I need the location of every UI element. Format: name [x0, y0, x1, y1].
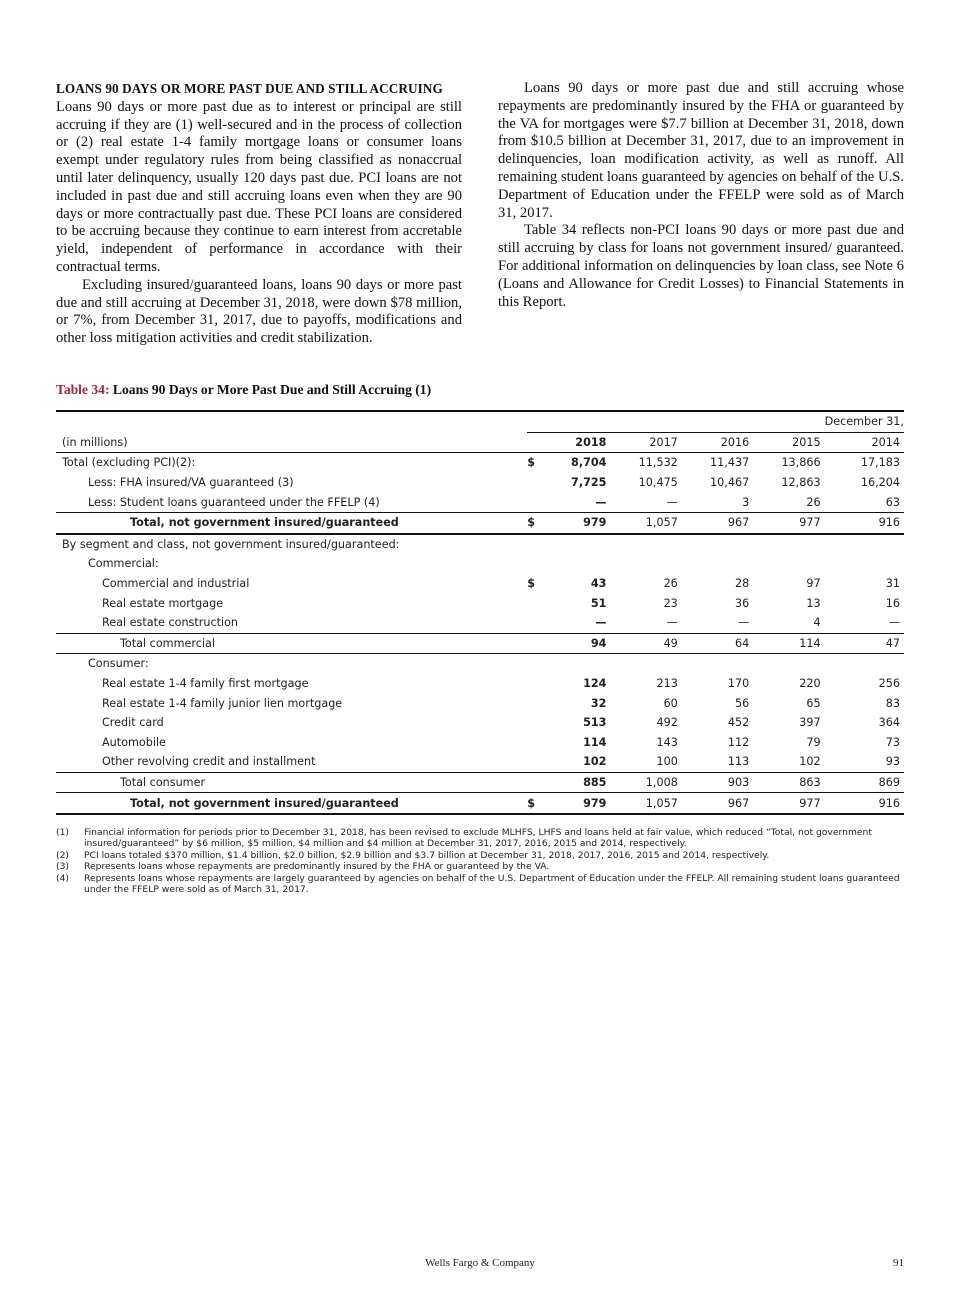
cell-value: 7,725 — [571, 476, 607, 490]
table-row — [56, 752, 904, 772]
year-header: 2016 — [682, 432, 753, 453]
cell-value: 916 — [825, 512, 904, 533]
row-label: Commercial and industrial — [102, 577, 250, 591]
cell-value: 114 — [753, 633, 824, 654]
dollar-sign: $ — [527, 453, 541, 473]
cell-value: 36 — [734, 596, 750, 610]
cell-value: — — [595, 495, 607, 509]
footnote-number: (4) — [56, 872, 70, 884]
cell-value: — — [595, 616, 607, 630]
cell-value: 97 — [806, 577, 821, 591]
row-label: Automobile — [102, 735, 166, 749]
units-label: (in millions) — [62, 435, 128, 449]
table-row — [56, 453, 904, 473]
cell-value: 17,183 — [825, 453, 904, 473]
table-row — [56, 492, 904, 512]
table-row — [56, 613, 904, 633]
cell-value: 513 — [583, 716, 607, 730]
cell-value: 397 — [799, 716, 821, 730]
cell-value: 43 — [590, 577, 607, 591]
footnote — [56, 873, 904, 896]
cell-value: 1,057 — [610, 793, 681, 814]
row-label: Real estate mortgage — [102, 596, 224, 610]
table-row — [56, 574, 904, 594]
cell-value: 8,704 — [541, 453, 610, 473]
cell-value: 60 — [663, 696, 678, 710]
cell-value: 63 — [885, 495, 900, 509]
dollar-sign: $ — [527, 793, 541, 814]
table-subtotal-row — [56, 772, 904, 793]
cell-value: 13,866 — [753, 453, 824, 473]
cell-value: 885 — [541, 772, 610, 793]
table-number-label: Table 34: — [56, 382, 110, 397]
cell-value: 94 — [541, 633, 610, 654]
cell-value: 79 — [806, 735, 821, 749]
cell-value: 10,475 — [638, 476, 678, 490]
cell-value: 977 — [753, 793, 824, 814]
table-row — [56, 473, 904, 493]
table-total-row — [56, 793, 904, 814]
footnote — [56, 827, 904, 850]
cell-value: 56 — [734, 696, 750, 710]
dollar-sign: $ — [527, 577, 536, 591]
cell-value: 65 — [806, 696, 821, 710]
row-label: Total consumer — [56, 772, 527, 793]
footer-company-name: Wells Fargo & Company — [425, 1257, 535, 1269]
left-paragraph-2: Excluding insured/guaranteed loans, loans 90 days or more past due and still accruing at December 31, 2018, were down $78 million, or 7%, from December 31, 2017, due to payoffs, modifications and other loss mitigation activities and credit stabilization. — [56, 276, 462, 347]
section-heading: LOANS 90 DAYS OR MORE PAST DUE AND STILL ACCRUING — [56, 81, 443, 96]
cell-value: — — [888, 616, 900, 630]
cell-value: 213 — [656, 677, 678, 691]
cell-value: 28 — [734, 577, 750, 591]
cell-value: 452 — [727, 716, 750, 730]
cell-value: 113 — [727, 755, 750, 769]
row-label: Real estate 1-4 family junior lien mortgage — [102, 696, 343, 710]
cell-value: 73 — [885, 735, 900, 749]
footnote-number: (3) — [56, 861, 70, 873]
period-header-row — [56, 411, 904, 432]
cell-value: 967 — [682, 512, 753, 533]
cell-value: 979 — [541, 793, 610, 814]
footnote-text: Financial information for periods prior to December 31, 2018, has been revised to exclude MLHFS, LHFS and loans held at fair value, which reduced “Total, not government insured/guaranteed” by $6 million, $5 million, $4 million and $4 million at December 31, 2017, 2016, 2015 and 2014, respectively. — [84, 827, 872, 850]
cell-value: 143 — [656, 735, 678, 749]
cell-value: 863 — [753, 772, 824, 793]
cell-value: 13 — [806, 596, 821, 610]
footnote — [56, 861, 904, 872]
row-label: Credit card — [102, 716, 164, 730]
cell-value: 83 — [885, 696, 900, 710]
row-label: Total (excluding PCI)(2): — [56, 453, 527, 473]
left-text-column — [56, 80, 462, 348]
cell-value: 1,008 — [610, 772, 681, 793]
year-header: 2017 — [610, 432, 681, 453]
cell-value: 47 — [825, 633, 904, 654]
row-label: Total, not government insured/guaranteed — [56, 793, 527, 814]
section-label: By segment and class, not government insured/guaranteed: — [62, 537, 400, 551]
right-text-column — [498, 80, 904, 311]
cell-value: 49 — [610, 633, 681, 654]
cell-value: 492 — [656, 716, 678, 730]
footnote-number: (1) — [56, 827, 70, 838]
table-container — [56, 410, 904, 815]
cell-value: 93 — [885, 755, 900, 769]
cell-value: — — [666, 495, 678, 509]
cell-value: 916 — [825, 793, 904, 814]
footnote-text: Represents loans whose repayments are largely guaranteed by agencies on behalf of the U.S. Department of Education under the FFELP. All remaining student loans guaranteed under the FFELP were sold as of March 31, 2017. — [84, 872, 900, 896]
section-row — [56, 554, 904, 574]
cell-value: 112 — [727, 735, 750, 749]
table-row — [56, 593, 904, 613]
right-paragraph-1: Loans 90 days or more past due and still accruing whose repayments are predominantly insured by the FHA or guaranteed by the VA for mortgages were $7.7 billion at December 31, 2018, down from $10.5 billion at December 31, 2017, due to an improvement in delinquencies, loan modification activity, as well as runoff. All remaining student loans guaranteed by agencies on behalf of the U.S. Department of Education under the FFELP were sold as of March 31, 2017. — [498, 80, 904, 221]
footnote — [56, 850, 904, 861]
row-label: Less: Student loans guaranteed under the FFELP (4) — [88, 495, 380, 509]
cell-value: 102 — [799, 755, 821, 769]
cell-value: 16,204 — [860, 476, 900, 490]
year-header-row — [56, 432, 904, 453]
cell-value: 10,467 — [710, 476, 750, 490]
left-paragraph-1: Loans 90 days or more past due as to interest or principal are still accruing if they are (1) well-secured and in the process of collection or (2) real estate 1-4 family mortgage loans or consumer loans exempt under regulatory rules from being classified as nonaccrual until later delinquency, usually 120 days past due. PCI loans are not included in past due and still accruing loans even when they are 90 days or more contractually past due. These PCI loans are considered to be accruing because they continue to earn interest from accretable yield, independent of performance in accordance with their contractual terms. — [56, 98, 462, 275]
cell-value: 16 — [885, 596, 900, 610]
table-row — [56, 674, 904, 694]
dollar-sign: $ — [527, 512, 541, 533]
cell-value: 3 — [742, 495, 750, 509]
cell-value: 11,437 — [682, 453, 753, 473]
cell-value: 11,532 — [610, 453, 681, 473]
page-number: 91 — [893, 1257, 904, 1269]
cell-value: 64 — [682, 633, 753, 654]
cell-value: 102 — [583, 755, 607, 769]
cell-value: 114 — [583, 735, 607, 749]
row-label: Real estate 1-4 family first mortgage — [102, 677, 309, 691]
section-label: Consumer: — [88, 657, 149, 671]
footnote-text: Represents loans whose repayments are predominantly insured by the FHA or guaranteed by the VA. — [84, 861, 550, 873]
cell-value: 170 — [727, 677, 750, 691]
table-title-text: Loans 90 Days or More Past Due and Still Accruing (1) — [112, 382, 432, 397]
row-label: Total, not government insured/guaranteed — [56, 512, 527, 533]
cell-value: 869 — [825, 772, 904, 793]
cell-value: 977 — [753, 512, 824, 533]
cell-value: 26 — [806, 495, 821, 509]
row-label: Real estate construction — [102, 616, 239, 630]
cell-value: — — [666, 616, 678, 630]
cell-value: 51 — [590, 596, 607, 610]
cell-value: 100 — [656, 755, 678, 769]
footnotes — [56, 827, 904, 895]
footnote-text: PCI loans totaled $370 million, $1.4 billion, $2.0 billion, $2.9 billion and $3.7 billion at December 31, 2018, 2017, 2016, 2015 and 2014, respectively. — [84, 849, 770, 861]
year-header: 2015 — [753, 432, 824, 453]
row-label: Other revolving credit and installment — [102, 755, 316, 769]
table-subtotal-row — [56, 633, 904, 654]
cell-value: 124 — [583, 677, 607, 691]
past-due-loans-table — [56, 410, 904, 815]
cell-value: 26 — [663, 577, 678, 591]
cell-value: 979 — [541, 512, 610, 533]
table-title — [56, 382, 431, 398]
year-header: 2018 — [541, 432, 610, 453]
row-label: Total commercial — [56, 633, 527, 654]
table-row — [56, 733, 904, 753]
cell-value: 903 — [682, 772, 753, 793]
cell-value: 256 — [878, 677, 900, 691]
table-row — [56, 693, 904, 713]
year-header: 2014 — [825, 432, 904, 453]
row-label: Less: FHA insured/VA guaranteed (3) — [88, 476, 294, 490]
table-row — [56, 713, 904, 733]
section-row — [56, 654, 904, 674]
cell-value: — — [738, 616, 750, 630]
footnote-number: (2) — [56, 849, 70, 861]
right-paragraph-2: Table 34 reflects non-PCI loans 90 days or more past due and still accruing by class for loans not government insured/ guaranteed. For additional information on delinquencies by loan class, see Note 6 (Loans and Allowance for Credit Losses) to Financial Statements in this Report. — [498, 222, 904, 310]
section-heading-paragraph — [56, 80, 462, 277]
cell-value: 4 — [813, 616, 821, 630]
period-header: December 31, — [825, 411, 904, 432]
section-row — [56, 534, 904, 555]
section-label: Commercial: — [88, 557, 159, 571]
table-total-row — [56, 512, 904, 533]
cell-value: 12,863 — [781, 476, 821, 490]
cell-value: 32 — [590, 696, 607, 710]
cell-value: 1,057 — [610, 512, 681, 533]
cell-value: 364 — [878, 716, 900, 730]
cell-value: 31 — [885, 577, 900, 591]
cell-value: 967 — [682, 793, 753, 814]
cell-value: 23 — [663, 596, 678, 610]
cell-value: 220 — [799, 677, 821, 691]
